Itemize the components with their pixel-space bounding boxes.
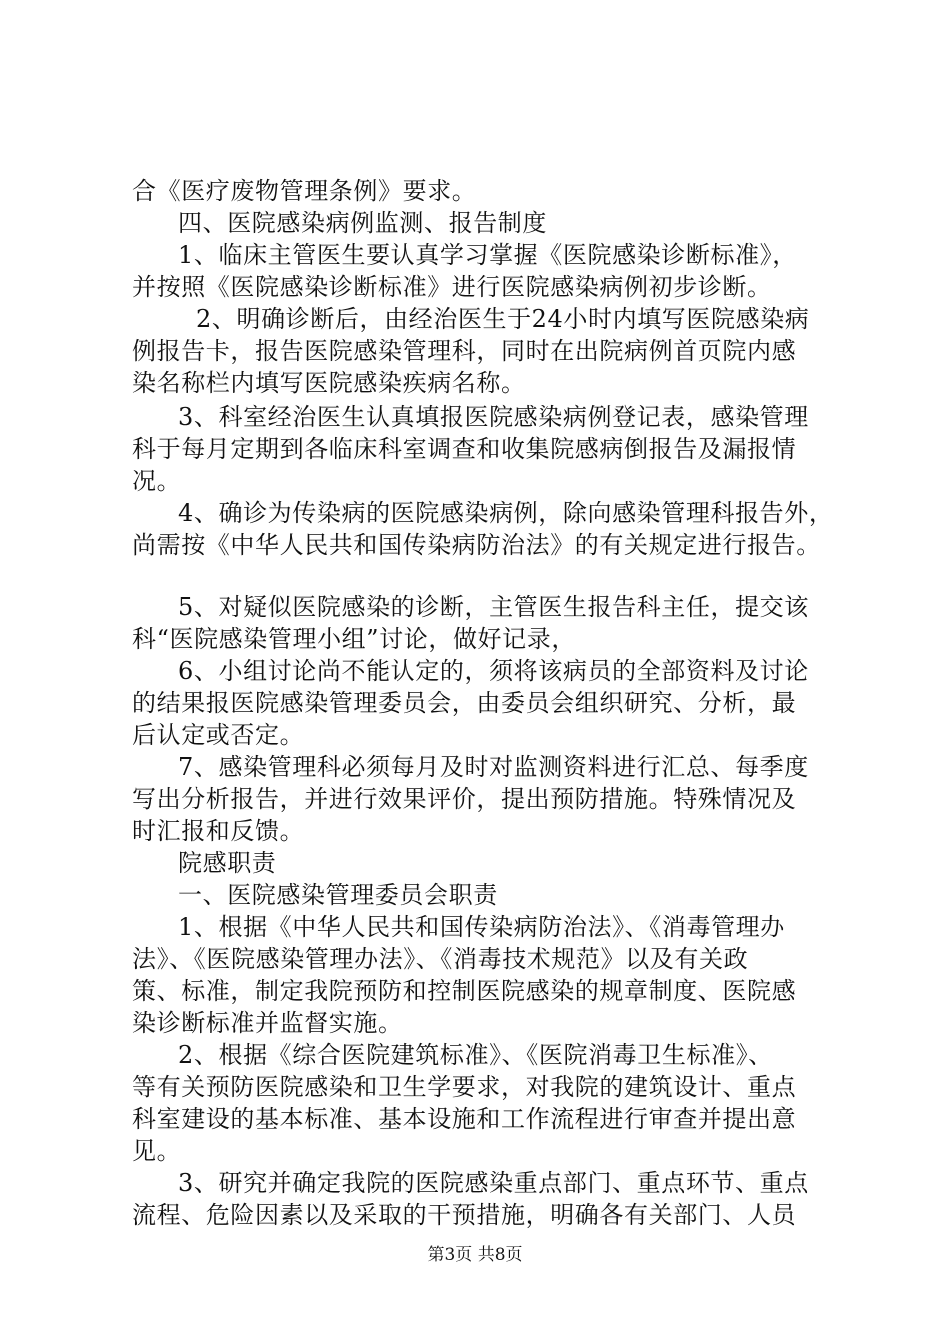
section-heading: 一、医院感染管理委员会职责 xyxy=(178,881,498,909)
section-heading: 院感职责 xyxy=(178,849,277,877)
text-line: 5、对疑似医院感染的诊断，主管医生报告科主任，提交该 xyxy=(178,593,809,621)
text-line: 2、明确诊断后，由经治医生于24小时内填写医院感染病 xyxy=(196,305,810,333)
text-line: 流程、危险因素以及采取的干预措施，明确各有关部门、人员 xyxy=(132,1201,797,1229)
text-line: 2、根据《综合医院建筑标准》、《医院消毒卫生标准》、 xyxy=(178,1041,773,1069)
text-line: 合《医疗废物管理条例》要求。 xyxy=(132,177,477,205)
text-line: 后认定或否定。 xyxy=(132,721,305,749)
text-line: 3、科室经治医生认真填报医院感染病例登记表，感染管理 xyxy=(178,403,809,431)
text-line: 1、根据《中华人民共和国传染病防治法》、《消毒管理办 xyxy=(178,913,785,941)
text-line: 写出分析报告，并进行效果评价，提出预防措施。特殊情况及 xyxy=(132,785,797,813)
text-line: 的结果报医院感染管理委员会，由委员会组织研究、分析，最 xyxy=(132,689,797,717)
text-line: 况。 xyxy=(132,467,182,495)
text-line: 见。 xyxy=(132,1137,182,1165)
text-line: 等有关预防医院感染和卫生学要求，对我院的建筑设计、重点 xyxy=(132,1073,797,1101)
text-line: 尚需按《中华人民共和国传染病防治法》的有关规定进行报告。 xyxy=(132,531,821,559)
text-line: 时汇报和反馈。 xyxy=(132,817,305,845)
text-line: 染名称栏内填写医院感染疾病名称。 xyxy=(132,369,526,397)
text-line: 6、小组讨论尚不能认定的，须将该病员的全部资料及讨论 xyxy=(178,657,809,685)
text-line: 科室建设的基本标准、基本设施和工作流程进行审查并提出意 xyxy=(132,1105,797,1133)
text-line: 科于每月定期到各临床科室调查和收集院感病倒报告及漏报情 xyxy=(132,435,797,463)
text-line: 1、临床主管医生要认真学习掌握《医院感染诊断标准》， xyxy=(178,241,797,269)
text-line: 3、研究并确定我院的医院感染重点部门、重点环节、重点 xyxy=(178,1169,809,1197)
text-line: 7、感染管理科必须每月及时对监测资料进行汇总、每季度 xyxy=(178,753,809,781)
text-line: 例报告卡，报告医院感染管理科，同时在出院病例首页院内感 xyxy=(132,337,797,365)
text-line: 科“医院感染管理小组”讨论，做好记录， xyxy=(132,625,576,653)
section-heading: 四、医院感染病例监测、报告制度 xyxy=(178,209,547,237)
text-line: 染诊断标准并监督实施。 xyxy=(132,1009,403,1037)
text-line: 并按照《医院感染诊断标准》进行医院感染病例初步诊断。 xyxy=(132,273,772,301)
text-line: 策、标准，制定我院预防和控制医院感染的规章制度、医院感 xyxy=(132,977,797,1005)
page-number-footer: 第3页 共8页 xyxy=(427,1245,523,1265)
text-line: 4、确诊为传染病的医院感染病例，除向感染管理科报告外， xyxy=(178,499,834,527)
text-line: 法》、《医院感染管理办法》、《消毒技术规范》以及有关政 xyxy=(132,945,749,973)
